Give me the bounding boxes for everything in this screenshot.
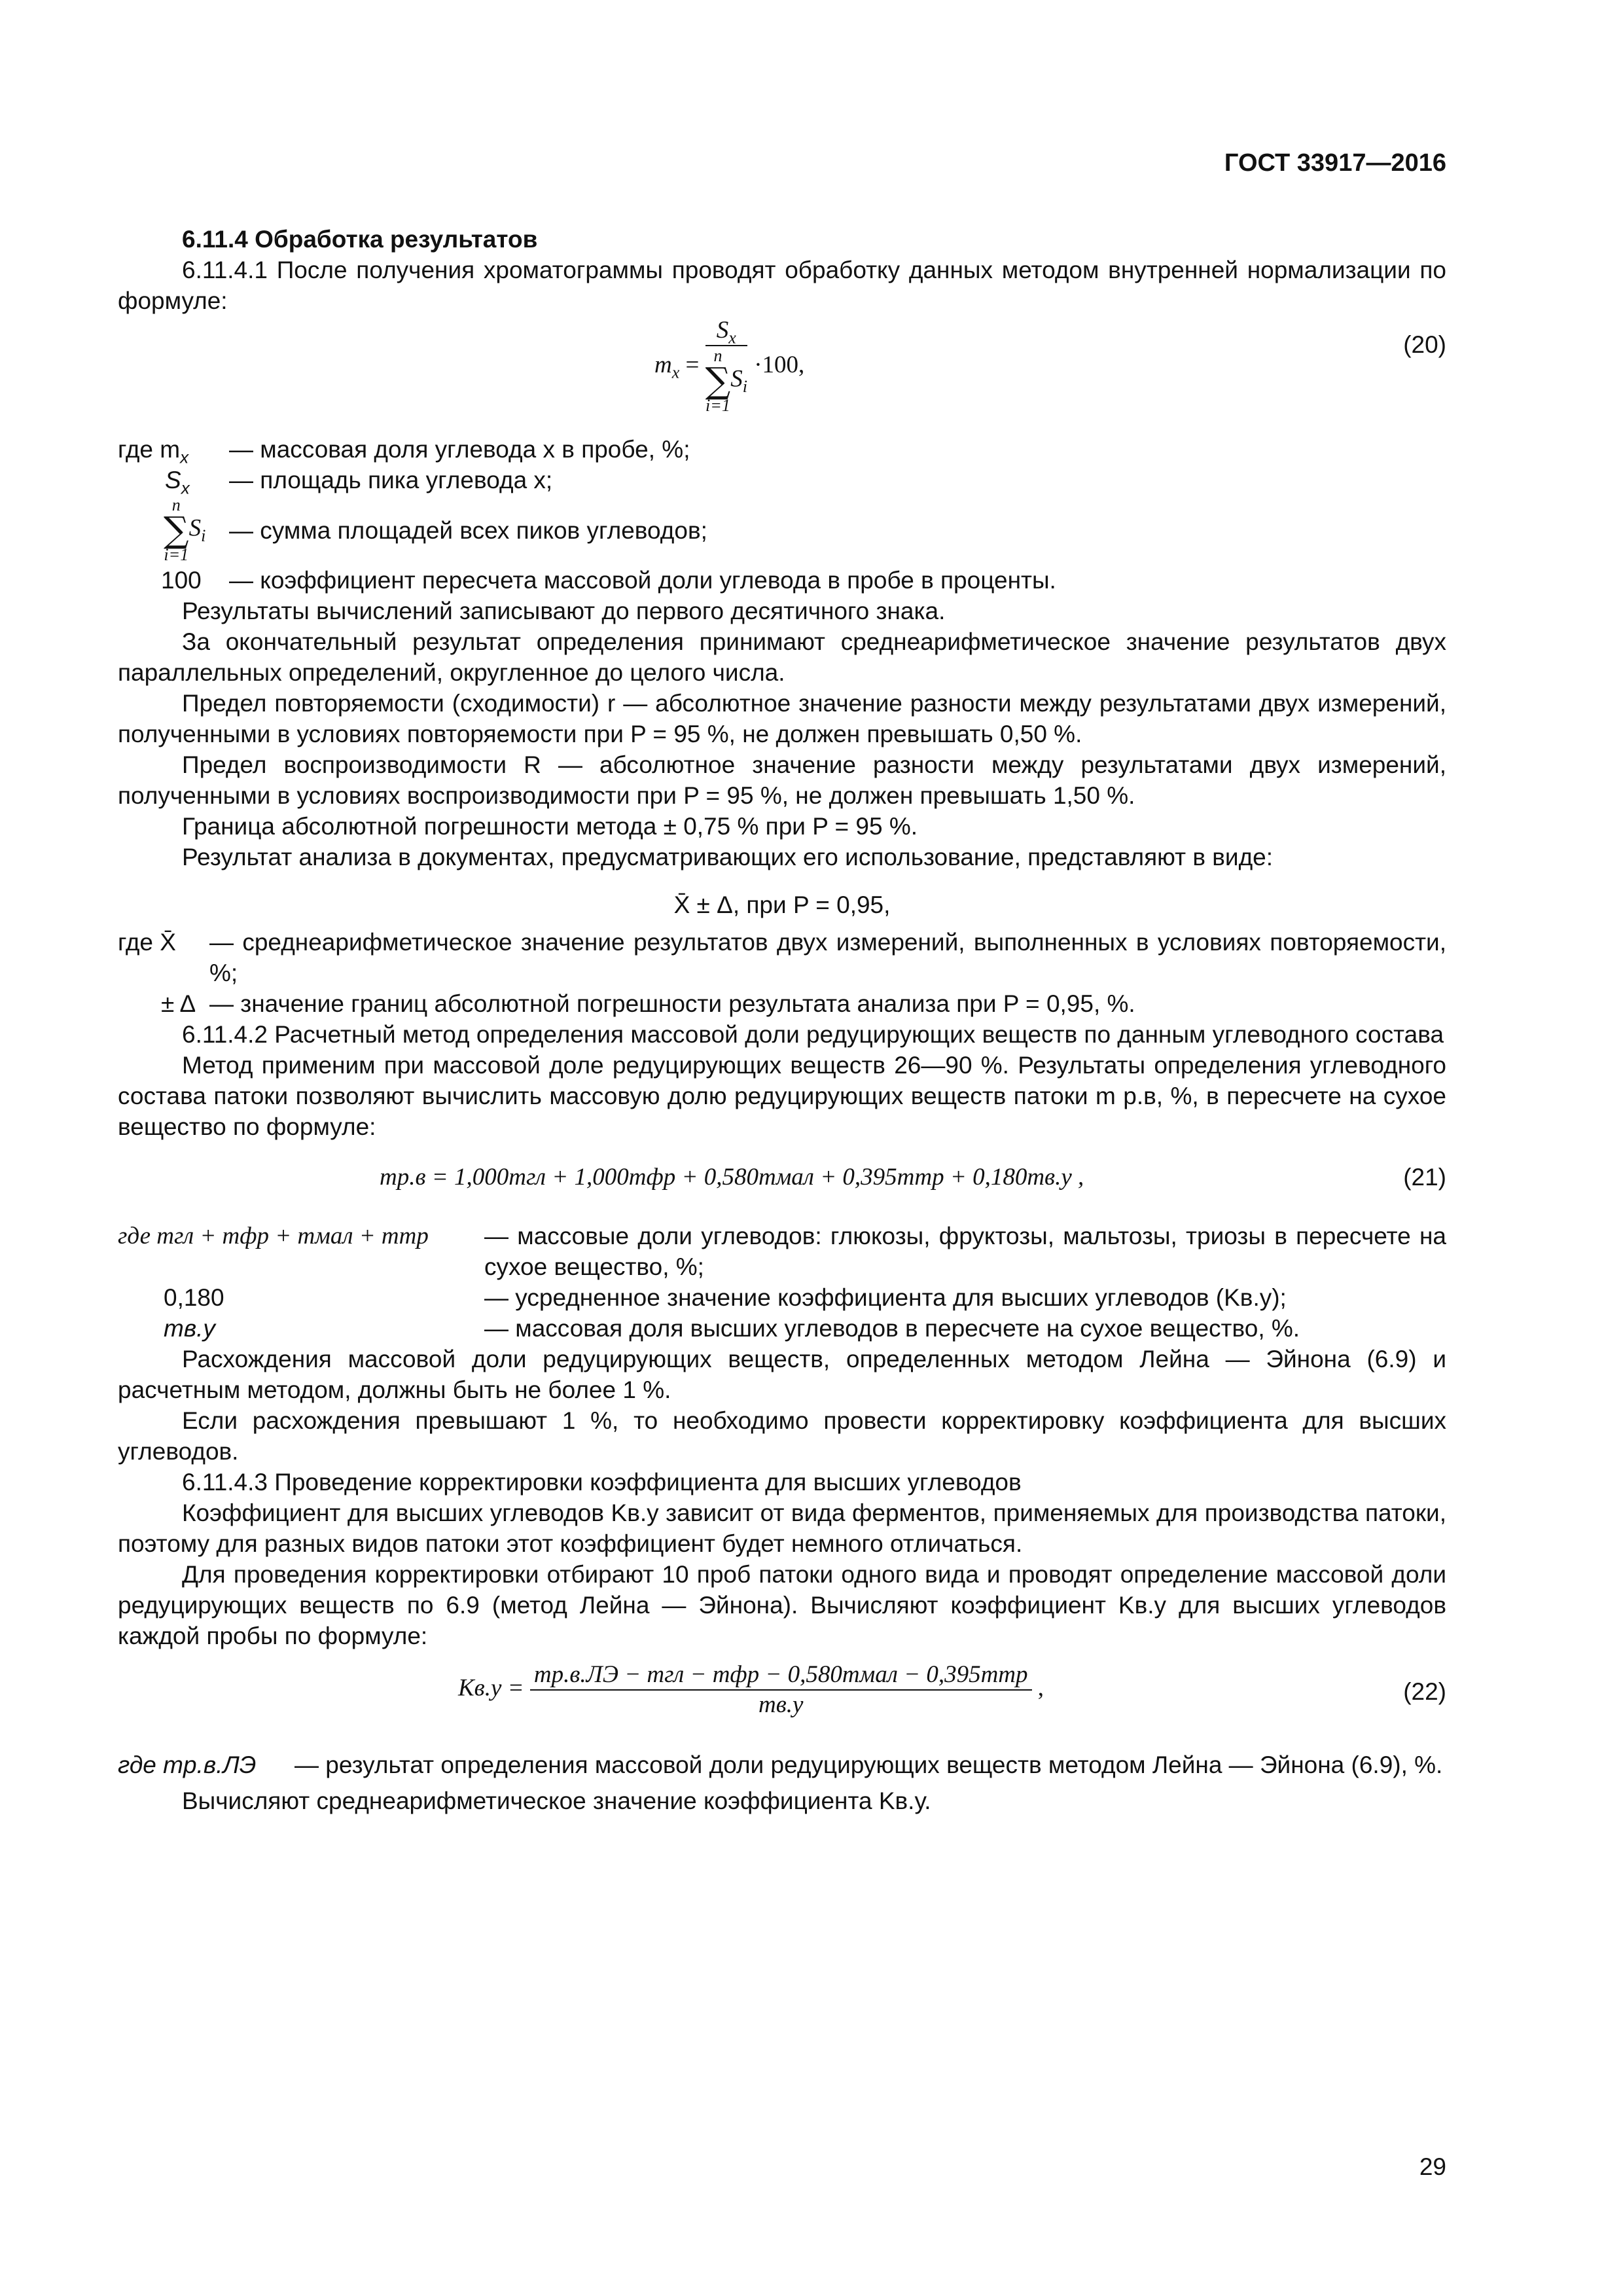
def-desc: — значение границ абсолютной погрешности результата анализа при P = 0,95, %. <box>209 990 1135 1017</box>
definitions-x <box>118 927 1446 1019</box>
f20-tail: ·100, <box>754 351 805 378</box>
f22-denominator: mв.у <box>758 1691 804 1718</box>
paragraph: Если расхождения превышают 1 %, то необходимо провести корректировку коэффициента для высших углеводов. <box>118 1407 1446 1465</box>
definition-row <box>118 565 1446 596</box>
paragraph: Метод применим при массовой доле редуцирующих веществ 26—90 %. Результаты определения углеводного состава патоки позволяют вычислить массовую долю редуцирующих веществ патоки m р.в, %, в пересчете на сухое вещество по формуле: <box>118 1052 1446 1140</box>
formula-20: $m_x$ = $S_x$ n ∑ i=1 $S_i$ ·100, (20) <box>654 317 1446 415</box>
def-term: где mгл + mфр + mмал + mтр <box>118 1223 429 1249</box>
formula-number-21: (21) <box>1403 1164 1446 1191</box>
definitions-21 <box>118 1221 1446 1344</box>
definition-row <box>118 465 1446 498</box>
def-term: где X̄ <box>118 929 176 956</box>
paragraph: Результат анализа в документах, предусматривающих его использование, представляют в виде: <box>182 844 1274 870</box>
def-term: S <box>165 467 181 493</box>
definitions-20 <box>118 434 1446 596</box>
section-heading: 6.11.4 Обработка результатов <box>182 226 538 253</box>
def-term-sub: x <box>180 447 189 467</box>
formula-22 <box>118 1651 1446 1743</box>
def-desc: — среднеарифметическое значение результатов двух измерений, выполненных в условиях повторяемости, %; <box>209 929 1446 986</box>
sum-upper-limit: n <box>171 495 181 514</box>
paragraph: За окончательный результат определения принимают среднеарифметическое значение результатов двух параллельных определений, округленное до целого числа. <box>118 628 1446 686</box>
f20-denominator-sub: i <box>742 376 747 396</box>
sum-lower-limit: i=1 <box>705 396 730 415</box>
f20-lhs-sub: x <box>671 363 680 382</box>
f21-expression: mр.в = 1,000mгл + 1,000mфр + 0,580mмал + 0,395mтр + 0,180mв.у , <box>380 1164 1084 1191</box>
document-page <box>118 0 1446 2296</box>
def-desc: — площадь пика углевода x; <box>229 467 553 493</box>
def-desc: — усредненное значение коэффициента для высших углеводов (Kв.у); <box>484 1284 1287 1311</box>
def-term: 0,180 <box>164 1284 224 1311</box>
f22-fraction <box>530 1660 1032 1719</box>
f20-fraction <box>705 316 747 416</box>
def-term-sub: i <box>201 526 206 545</box>
document-body <box>118 224 1446 1816</box>
definition-row <box>118 1313 1446 1344</box>
sum-symbol: n ∑ i=1 <box>164 495 189 564</box>
formula-21 <box>118 1142 1446 1214</box>
def-desc: — массовая доля высших углеводов в пересчете на сухое вещество, %. <box>484 1315 1300 1342</box>
def-desc: — коэффициент пересчета массовой доли углевода в пробе в проценты. <box>229 567 1056 594</box>
def-term-sub: x <box>181 478 190 498</box>
paragraph: Результаты вычислений записывают до первого десятичного знака. <box>182 598 946 624</box>
definitions-22 <box>118 1749 1446 1780</box>
f22-tail: , <box>1037 1674 1044 1702</box>
paragraph: Предел повторяемости (сходимости) r — абсолютное значение разности между результатами двух измерений, полученными в условиях повторяемости при P = 95 %, не должен превышать 0,50 %. <box>118 690 1446 747</box>
f20-lhs: m <box>654 351 672 378</box>
def-desc: — результат определения массовой доли редуцирующих веществ методом Лейна — Эйнона (6.9), %. <box>294 1751 1443 1778</box>
page-number: 29 <box>1419 2153 1446 2180</box>
sum-upper-limit: n <box>713 346 722 365</box>
formula-number-20: (20) <box>1403 331 1446 358</box>
definition-row <box>118 434 1446 465</box>
paragraph-6-11-4-3: 6.11.4.3 Проведение корректировки коэффициента для высших углеводов <box>182 1469 1022 1496</box>
paragraph: Расхождения массовой доли редуцирующих веществ, определенных методом Лейна — Эйнона (6.9) и расчетным методом, должны быть не более 1 %. <box>118 1346 1446 1403</box>
definition-row <box>118 1221 1446 1282</box>
f22-lhs: Kв.у = <box>458 1674 524 1702</box>
def-term: S <box>188 514 202 542</box>
definition-row <box>118 927 1446 988</box>
paragraph: Коэффициент для высших углеводов Kв.у зависит от вида ферментов, применяемых для производства патоки, поэтому для разных видов патоки этот коэффициент будет немного отличаться. <box>118 1499 1446 1557</box>
f22-numerator: mр.в.ЛЭ − mгл − mфр − 0,580mмал − 0,395mтр <box>530 1660 1032 1691</box>
sum-symbol: n ∑ i=1 <box>705 346 731 415</box>
paragraph-6-11-4-2: 6.11.4.2 Расчетный метод определения массовой доли редуцирующих веществ по данным углеводного состава <box>182 1021 1444 1048</box>
definition-row <box>118 495 1446 565</box>
def-desc: — массовые доли углеводов: глюкозы, фруктозы, мальтозы, триозы в пересчете на сухое вещество, %; <box>484 1223 1446 1280</box>
standard-header: ГОСТ 33917—2016 <box>1224 149 1446 177</box>
definition-row <box>118 1749 1446 1780</box>
formula-number-22: (22) <box>1403 1678 1446 1705</box>
sum-lower-limit: i=1 <box>164 545 189 564</box>
definition-row <box>118 988 1446 1019</box>
paragraph: Для проведения корректировки отбирают 10 проб патоки одного вида и проводят определение массовой доли редуцирующих веществ по 6.9 (метод Лейна — Эйнона). Вычисляют коэффициент Kв.у для высших углеводов каждой пробы по формуле: <box>118 1561 1446 1649</box>
def-term: где m <box>118 436 181 463</box>
paragraph-last: Вычисляют среднеарифметическое значение коэффициента Kв.у. <box>182 1787 931 1814</box>
paragraph-6-11-4-1: 6.11.4.1 После получения хроматограммы проводят обработку данных методом внутренней нормализации по формуле: <box>118 257 1446 314</box>
f20-numerator-sub: x <box>728 328 736 348</box>
f20-numerator: S <box>716 317 729 344</box>
def-desc: — сумма площадей всех пиков углеводов; <box>229 516 707 544</box>
paragraph: Граница абсолютной погрешности метода ± 0,75 % при P = 95 %. <box>182 813 918 840</box>
f20-denominator: S <box>730 365 743 393</box>
definition-row <box>118 1282 1446 1313</box>
def-term: ± Δ <box>161 990 196 1017</box>
formula-x-bar: X̄ ± Δ, при P = 0,95, <box>673 891 891 918</box>
def-term: mв.у <box>164 1315 215 1342</box>
def-desc: — массовая доля углевода x в пробе, %; <box>229 436 690 463</box>
paragraph: Предел воспроизводимости R — абсолютное значение разности между результатами двух измерений, полученными в условиях воспроизводимости при P = 95 %, не должен превышать 1,50 %. <box>118 751 1446 809</box>
def-term: 100 <box>161 567 202 594</box>
def-term: где mр.в.ЛЭ <box>118 1751 257 1778</box>
